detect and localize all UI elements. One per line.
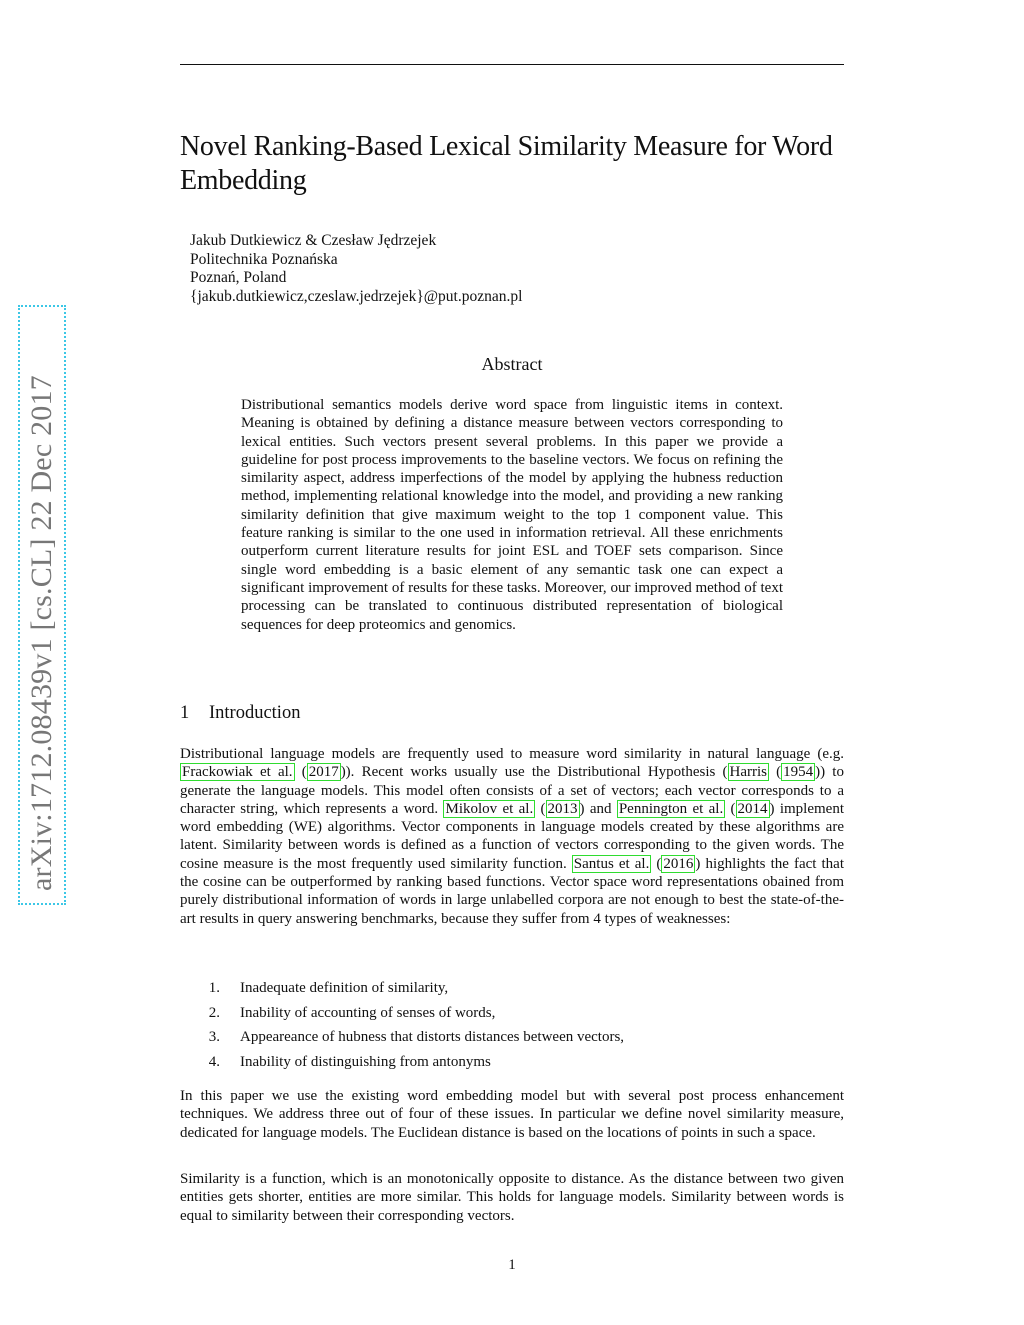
citation-link[interactable]: Pennington et al. — [618, 800, 724, 817]
intro-text: ) and — [579, 800, 617, 817]
intro-text: )). Recent works usually use the Distributional Hypothesis ( — [340, 764, 728, 781]
intro-text: ( — [535, 800, 546, 817]
citation-year-link[interactable]: 1954 — [783, 764, 814, 781]
section-number: 1 — [180, 703, 190, 723]
author-email[interactable]: {jakub.dutkiewicz,czeslaw.jedrzejek}@put.poznan.pl — [190, 287, 523, 305]
intro-text: ( — [294, 764, 307, 781]
intro-text: ) highlights the fact that the cosine can be outperformed by ranking based functions. Vector space word representations obained from purely distributional information of words in large unlabelled corpora are not enough to best the state-of-the-art results in query answering benchmarks, because they suffer from 4 types of weaknesses: — [180, 855, 844, 927]
weakness-list — [180, 979, 844, 1077]
citation-year-link[interactable]: 2014 — [737, 800, 768, 817]
list-item-text: Inability of accounting of senses of words, — [240, 1004, 496, 1021]
list-item — [180, 1028, 844, 1053]
page-number: 1 — [508, 1257, 516, 1273]
list-item-text: Appeareance of hubness that distorts distances between vectors, — [240, 1029, 625, 1046]
author-affiliation: Politechnika Poznańska — [190, 250, 338, 268]
section-heading — [180, 703, 300, 724]
intro-text: ( — [725, 800, 736, 817]
section-title: Introduction — [209, 703, 301, 723]
author-location: Poznań, Poland — [190, 269, 287, 287]
citation-link[interactable]: Harris — [729, 764, 767, 781]
list-item-number: 3. — [208, 1029, 220, 1046]
citation-link[interactable]: Frackowiak et al. — [182, 764, 293, 781]
list-item-number: 2. — [208, 1004, 220, 1021]
body-paragraph: Similarity is a function, which is an monotonically opposite to distance. As the distance between two given entities gets shorter, entities are more similar. This holds for language models. Similarity between words is equal to similarity between their corresponding vectors. — [180, 1171, 844, 1224]
intro-text: Distributional language models are frequently used to measure word similarity in natural language (e.g. — [180, 746, 844, 762]
abstract-heading: Abstract — [481, 354, 543, 374]
list-item-text: Inability of distinguishing from antonyms — [240, 1053, 491, 1070]
intro-text: ) implement word embedding (WE) algorithms. Vector components in language models created by these algorithms are latent. Similarity between words is defined as a function of vectors corresponding to the given words. The cosine measure is the most frequently used similarity function. — [180, 800, 844, 872]
author-block — [190, 232, 522, 306]
list-item-text: Inadequate definition of similarity, — [240, 980, 449, 996]
citation-year-link[interactable]: 2016 — [663, 855, 694, 872]
intro-text: ( — [651, 855, 662, 872]
arxiv-stamp[interactable]: arXiv:1712.08439v1 [cs.CL] 22 Dec 2017 — [18, 305, 66, 905]
list-item — [180, 979, 844, 1004]
intro-paragraph — [180, 745, 844, 928]
list-item-number: 1. — [208, 980, 220, 996]
citation-link[interactable]: Mikolov et al. — [445, 800, 534, 817]
list-item — [180, 1004, 844, 1029]
paper-title: Novel Ranking-Based Lexical Similarity Measure for Word Embedding — [180, 131, 833, 196]
list-item-number: 4. — [208, 1053, 220, 1070]
citation-year-link[interactable]: 2013 — [547, 800, 578, 817]
list-item — [180, 1053, 844, 1078]
top-rule — [180, 64, 844, 65]
body-paragraph: In this paper we use the existing word embedding model but with several post process enhancement techniques. We address three out of four of these issues. In particular we define novel similarity measure, dedicated for language models. The Euclidean distance is based on the locations of points in such a space. — [180, 1088, 844, 1141]
intro-text: ( — [769, 764, 782, 781]
citation-link[interactable]: Santus et al. — [573, 855, 650, 872]
citation-year-link[interactable]: 2017 — [308, 764, 339, 781]
abstract-text: Distributional semantics models derive word space from linguistic items in context. Meaning is obtained by defining a distance measure between vectors corresponding to lexical entities. Such vectors present several problems. In this paper we provide a guideline for post process improvements to the baseline vectors. We focus on refining the similarity aspect, address imperfections of the model by applying the hubness reduction method, implementing relational knowledge into the model, and providing a new ranking similarity definition that give maximum weight to the top 1 component value. This feature ranking is similar to the one used in information retrieval. All these enrichments outperform current literature results for joint ESL and TOEF sets comparison. Since single word embedding is a basic element of any semantic task one can expect a significant improvement of results for these tasks. Moreover, our improved method of text processing can be translated to continuous distributed representation of biological sequences for deep proteomics and genomics. — [241, 397, 783, 633]
intro-text: )) to generate the language models. This model often consists of a set of vectors; each vector corresponds to a character string, which represents a word. — [180, 764, 844, 817]
author-names: Jakub Dutkiewicz & Czesław Jędrzejek — [190, 232, 437, 249]
